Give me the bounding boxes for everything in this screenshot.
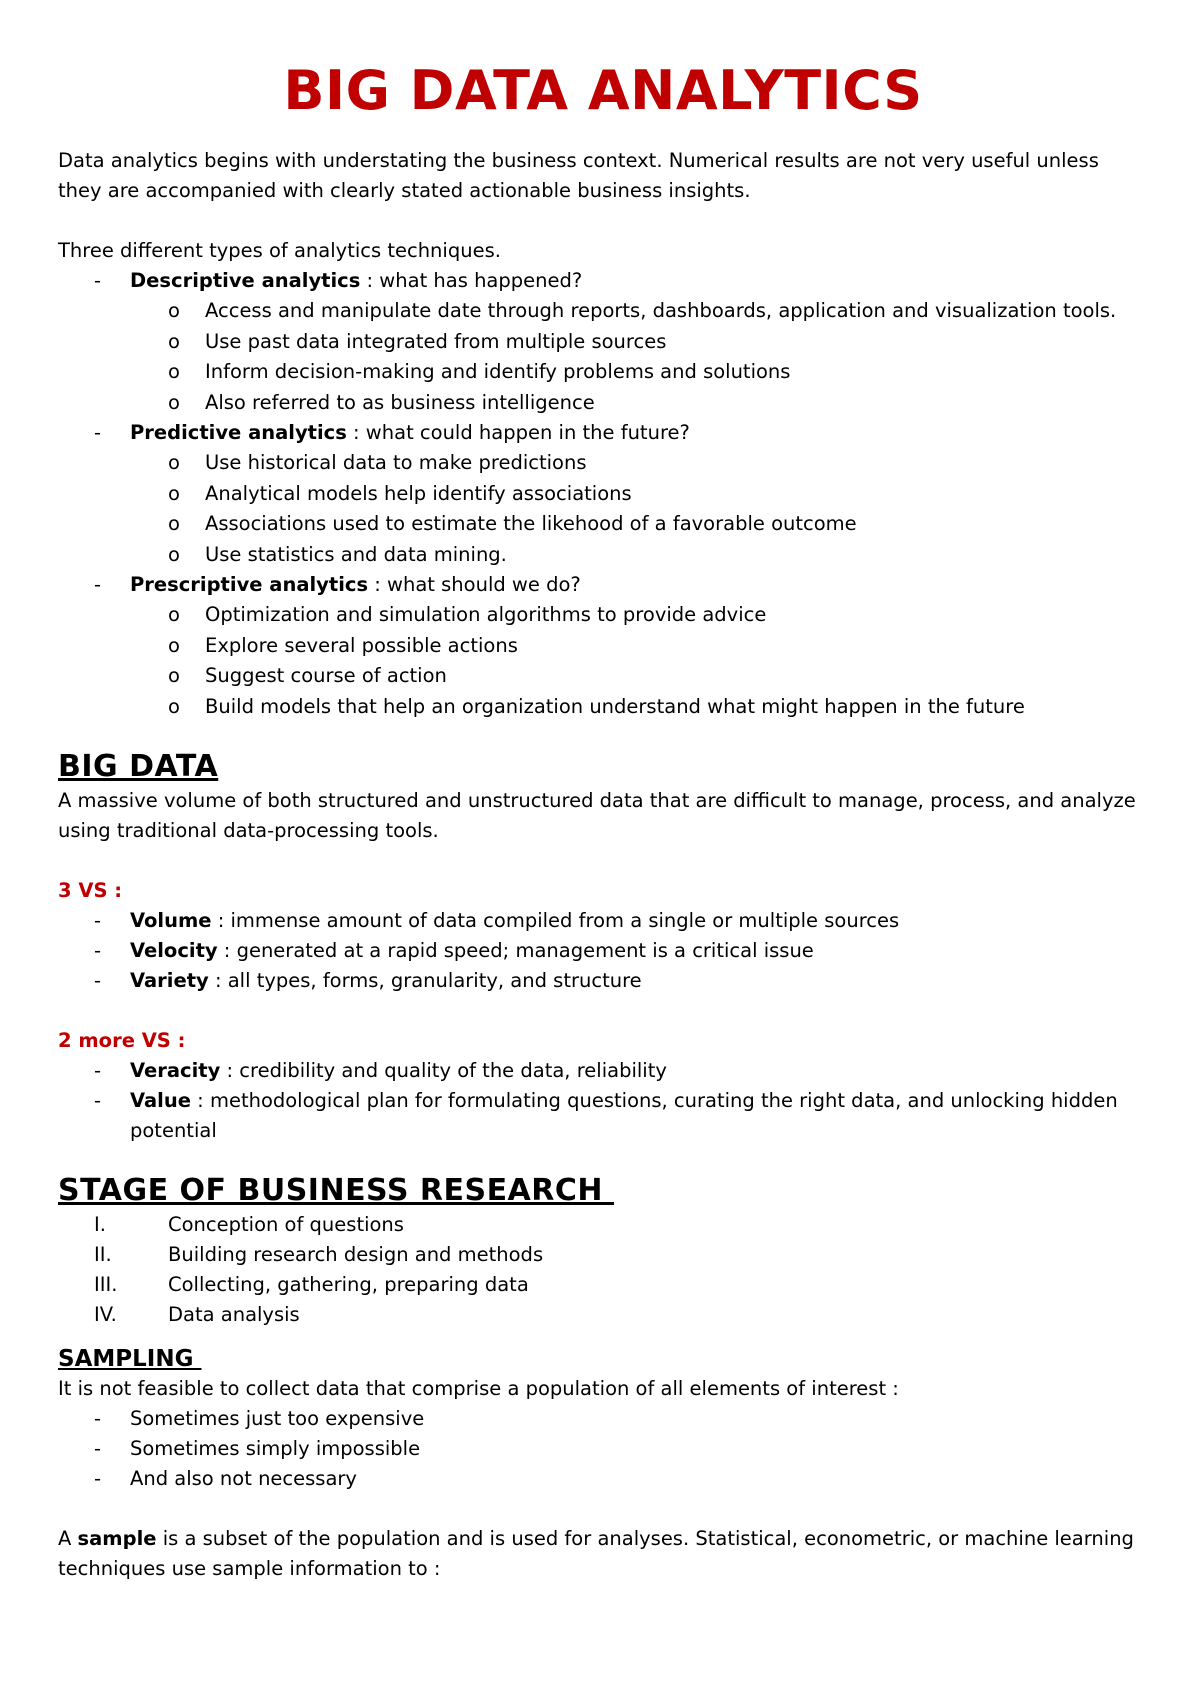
stage-text: Data analysis [168,1303,300,1326]
point-text: Suggest course of action [205,664,447,687]
circle-bullet: o [168,603,180,626]
dash-bullet: - [94,939,102,962]
v-desc: : all types, forms, granularity, and structure [208,969,642,992]
stage-number: III. [94,1273,118,1296]
technique-item [58,418,1148,448]
sample-term: sample [77,1527,157,1550]
stages-heading [58,1172,1148,1210]
circle-bullet: o [168,481,180,505]
technique-point [58,388,1148,419]
v-item [58,1056,1148,1086]
point-text: Analytical models help identify associations [205,481,632,505]
point-text: Use statistics and data mining. [205,542,507,566]
v-item [58,1086,1148,1146]
technique-point [58,448,1148,479]
bigdata-heading: BIG DATA [58,749,219,784]
stage-text: Conception of questions [168,1213,404,1236]
spacer [58,1330,1148,1344]
circle-bullet: o [168,451,180,474]
sampling-item-text: And also not necessary [130,1467,357,1490]
point-text: Use past data integrated from multiple sources [205,329,667,353]
technique-point [58,631,1148,662]
stage-item [58,1240,1148,1270]
circle-bullet: o [168,360,180,383]
point-text: Explore several possible actions [205,633,518,657]
sampling-item [58,1404,1148,1434]
v-item [58,966,1148,996]
point-text: Associations used to estimate the likehood of a favorable outcome [205,512,857,535]
technique-point [58,357,1148,388]
sample-post: is a subset of the population and is used for analyses. Statistical, econometric, or machine learning techniques use sample information to : [58,1527,1134,1580]
point-text: Also referred to as business intelligence [205,390,595,414]
sampling-heading-text: SAMPLING [58,1346,202,1372]
intro-paragraph: Data analytics begins with understating the business context. Numerical results are not very useful unless they are accompanied with clearly stated actionable business insights. [58,149,1099,202]
technique-point [58,479,1148,510]
technique-point [58,296,1148,327]
dash-bullet: - [94,1059,102,1082]
circle-bullet: o [168,542,180,566]
stage-number: IV. [94,1303,117,1326]
technique-question: : what has happened? [360,269,583,292]
technique-question: : what could happen in the future? [346,421,690,444]
document-page [58,58,1148,1584]
technique-point [58,661,1148,692]
spacer [58,722,1148,748]
technique-point [58,540,1148,571]
spacer [58,206,1148,236]
spacer [58,996,1148,1026]
technique-name: Descriptive analytics [130,269,361,292]
v-term: Volume [130,909,212,932]
point-text: Build models that help an organization understand what might happen in the future [205,694,1025,718]
v-item [58,906,1148,936]
v-item [58,936,1148,966]
dash-bullet: - [94,421,102,444]
sampling-item [58,1464,1148,1494]
dash-bullet: - [94,1089,102,1112]
technique-name: Prescriptive analytics [130,573,369,596]
sampling-intro: It is not feasible to collect data that comprise a population of all elements of interest : [58,1377,899,1400]
v-desc: : credibility and quality of the data, reliability [220,1059,667,1082]
sampling-item-text: Sometimes just too expensive [130,1407,425,1430]
spacer [58,1146,1148,1172]
circle-bullet: o [168,299,180,322]
technique-point [58,327,1148,358]
technique-point [58,600,1148,631]
v-desc: : methodological plan for formulating questions, curating the right data, and unlocking hidden potential [130,1089,1118,1142]
point-text: Access and manipulate date through reports, dashboards, application and visualization tools. [205,299,1117,322]
sample-paragraph [58,1524,1148,1584]
v-desc: : generated at a rapid speed; management is a critical issue [217,939,814,962]
sample-pre: A [58,1527,78,1550]
stage-item [58,1210,1148,1240]
dash-bullet: - [94,1407,102,1430]
stage-text: Building research design and methods [168,1243,544,1266]
dash-bullet: - [94,269,102,292]
stage-item [58,1270,1148,1300]
spacer [58,1494,1148,1524]
circle-bullet: o [168,512,180,535]
dash-bullet: - [94,1437,102,1460]
spacer [58,846,1148,876]
sampling-item-text: Sometimes simply impossible [130,1437,421,1460]
v-term: Variety [130,969,209,992]
v-term: Value [130,1089,191,1112]
point-text: Optimization and simulation algorithms to provide advice [205,603,767,626]
circle-bullet: o [168,633,180,657]
more-vs-label: 2 more VS : [58,1029,186,1052]
stage-number: I. [94,1213,106,1236]
technique-point [58,509,1148,540]
techniques-intro: Three different types of analytics techniques. [58,239,501,262]
document-title: BIG DATA ANALYTICS [283,59,923,122]
bigdata-definition: A massive volume of both structured and unstructured data that are difficult to manage, process, and analyze using traditional data-processing tools. [58,789,1136,842]
v-desc: : immense amount of data compiled from a single or multiple sources [211,909,900,932]
technique-question: : what should we do? [368,573,581,596]
dash-bullet: - [94,1467,102,1490]
three-vs-label: 3 VS : [58,879,123,902]
point-text: Use historical data to make predictions [205,451,587,474]
stage-text: Collecting, gathering, preparing data [168,1273,529,1296]
technique-item [58,570,1148,600]
technique-item [58,266,1148,296]
sampling-heading [58,1344,1148,1374]
v-term: Veracity [130,1059,221,1082]
circle-bullet: o [168,694,180,718]
dash-bullet: - [94,909,102,932]
circle-bullet: o [168,390,180,414]
stages-heading-text: STAGE OF BUSINESS RESEARCH [58,1173,614,1208]
dash-bullet: - [94,573,102,596]
v-term: Velocity [130,939,218,962]
technique-name: Predictive analytics [130,421,347,444]
sampling-item [58,1434,1148,1464]
point-text: Inform decision-making and identify problems and solutions [205,360,791,383]
circle-bullet: o [168,664,180,687]
technique-point [58,692,1148,723]
circle-bullet: o [168,329,180,353]
stage-item [58,1300,1148,1330]
dash-bullet: - [94,969,102,992]
stage-number: II. [94,1243,112,1266]
